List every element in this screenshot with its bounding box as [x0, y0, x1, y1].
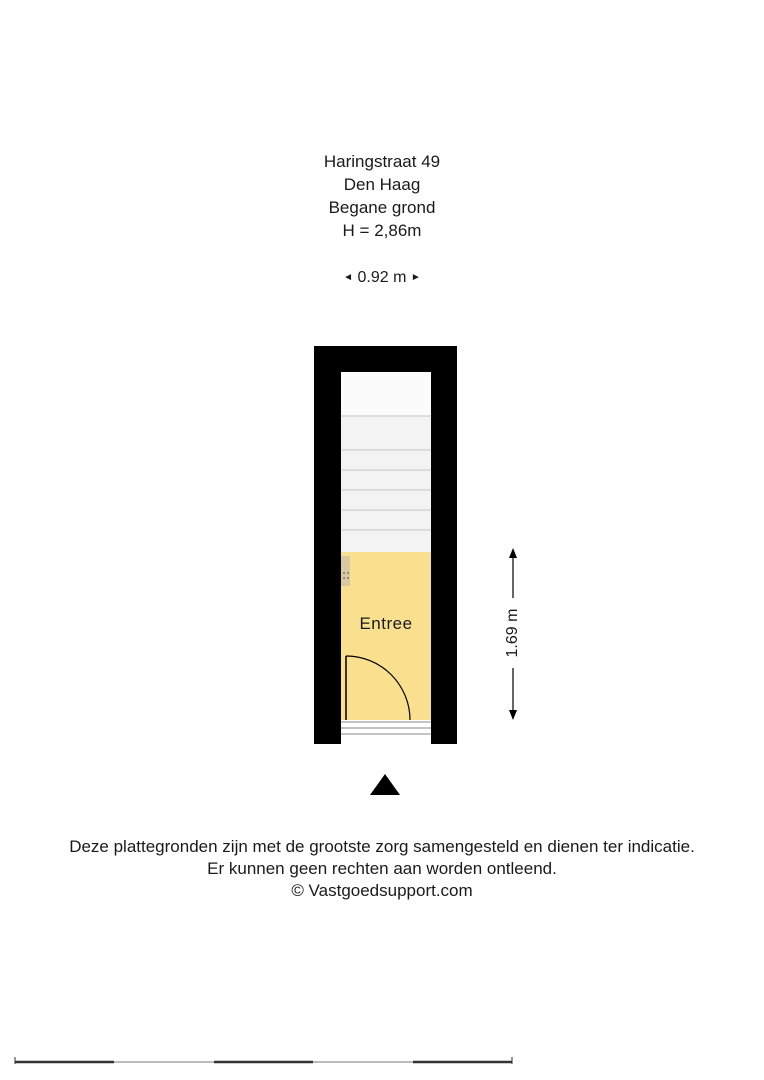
scale-bar	[15, 1057, 512, 1064]
arrow-up-icon	[509, 548, 517, 558]
copyright-text: © Vastgoedsupport.com	[291, 881, 473, 900]
stairs-top-landing	[341, 372, 431, 416]
wall-fixture	[341, 556, 350, 586]
floor-name: Begane grond	[328, 198, 436, 217]
ceiling-height: H = 2,86m	[342, 221, 422, 240]
room-entree	[341, 552, 431, 720]
entrance-triangle-icon	[370, 774, 400, 795]
arrow-left-icon: ◄	[343, 272, 354, 283]
threshold	[341, 720, 431, 744]
plan-footer	[0, 836, 764, 902]
room-label-entree: Entree	[359, 614, 413, 633]
address: Haringstraat 49	[323, 152, 441, 171]
length-dimension-label: 1.69 m	[504, 608, 521, 658]
arrow-right-icon: ►	[410, 272, 421, 283]
rights-text: Er kunnen geen rechten aan worden ontleend.	[207, 859, 557, 878]
disclaimer-text: Deze plattegronden zijn met de grootste zorg samengesteld en dienen ter indicatie.	[69, 837, 695, 856]
city: Den Haag	[343, 175, 421, 194]
width-dimension-label: 0.92 m	[357, 269, 407, 286]
arrow-down-icon	[509, 710, 517, 720]
